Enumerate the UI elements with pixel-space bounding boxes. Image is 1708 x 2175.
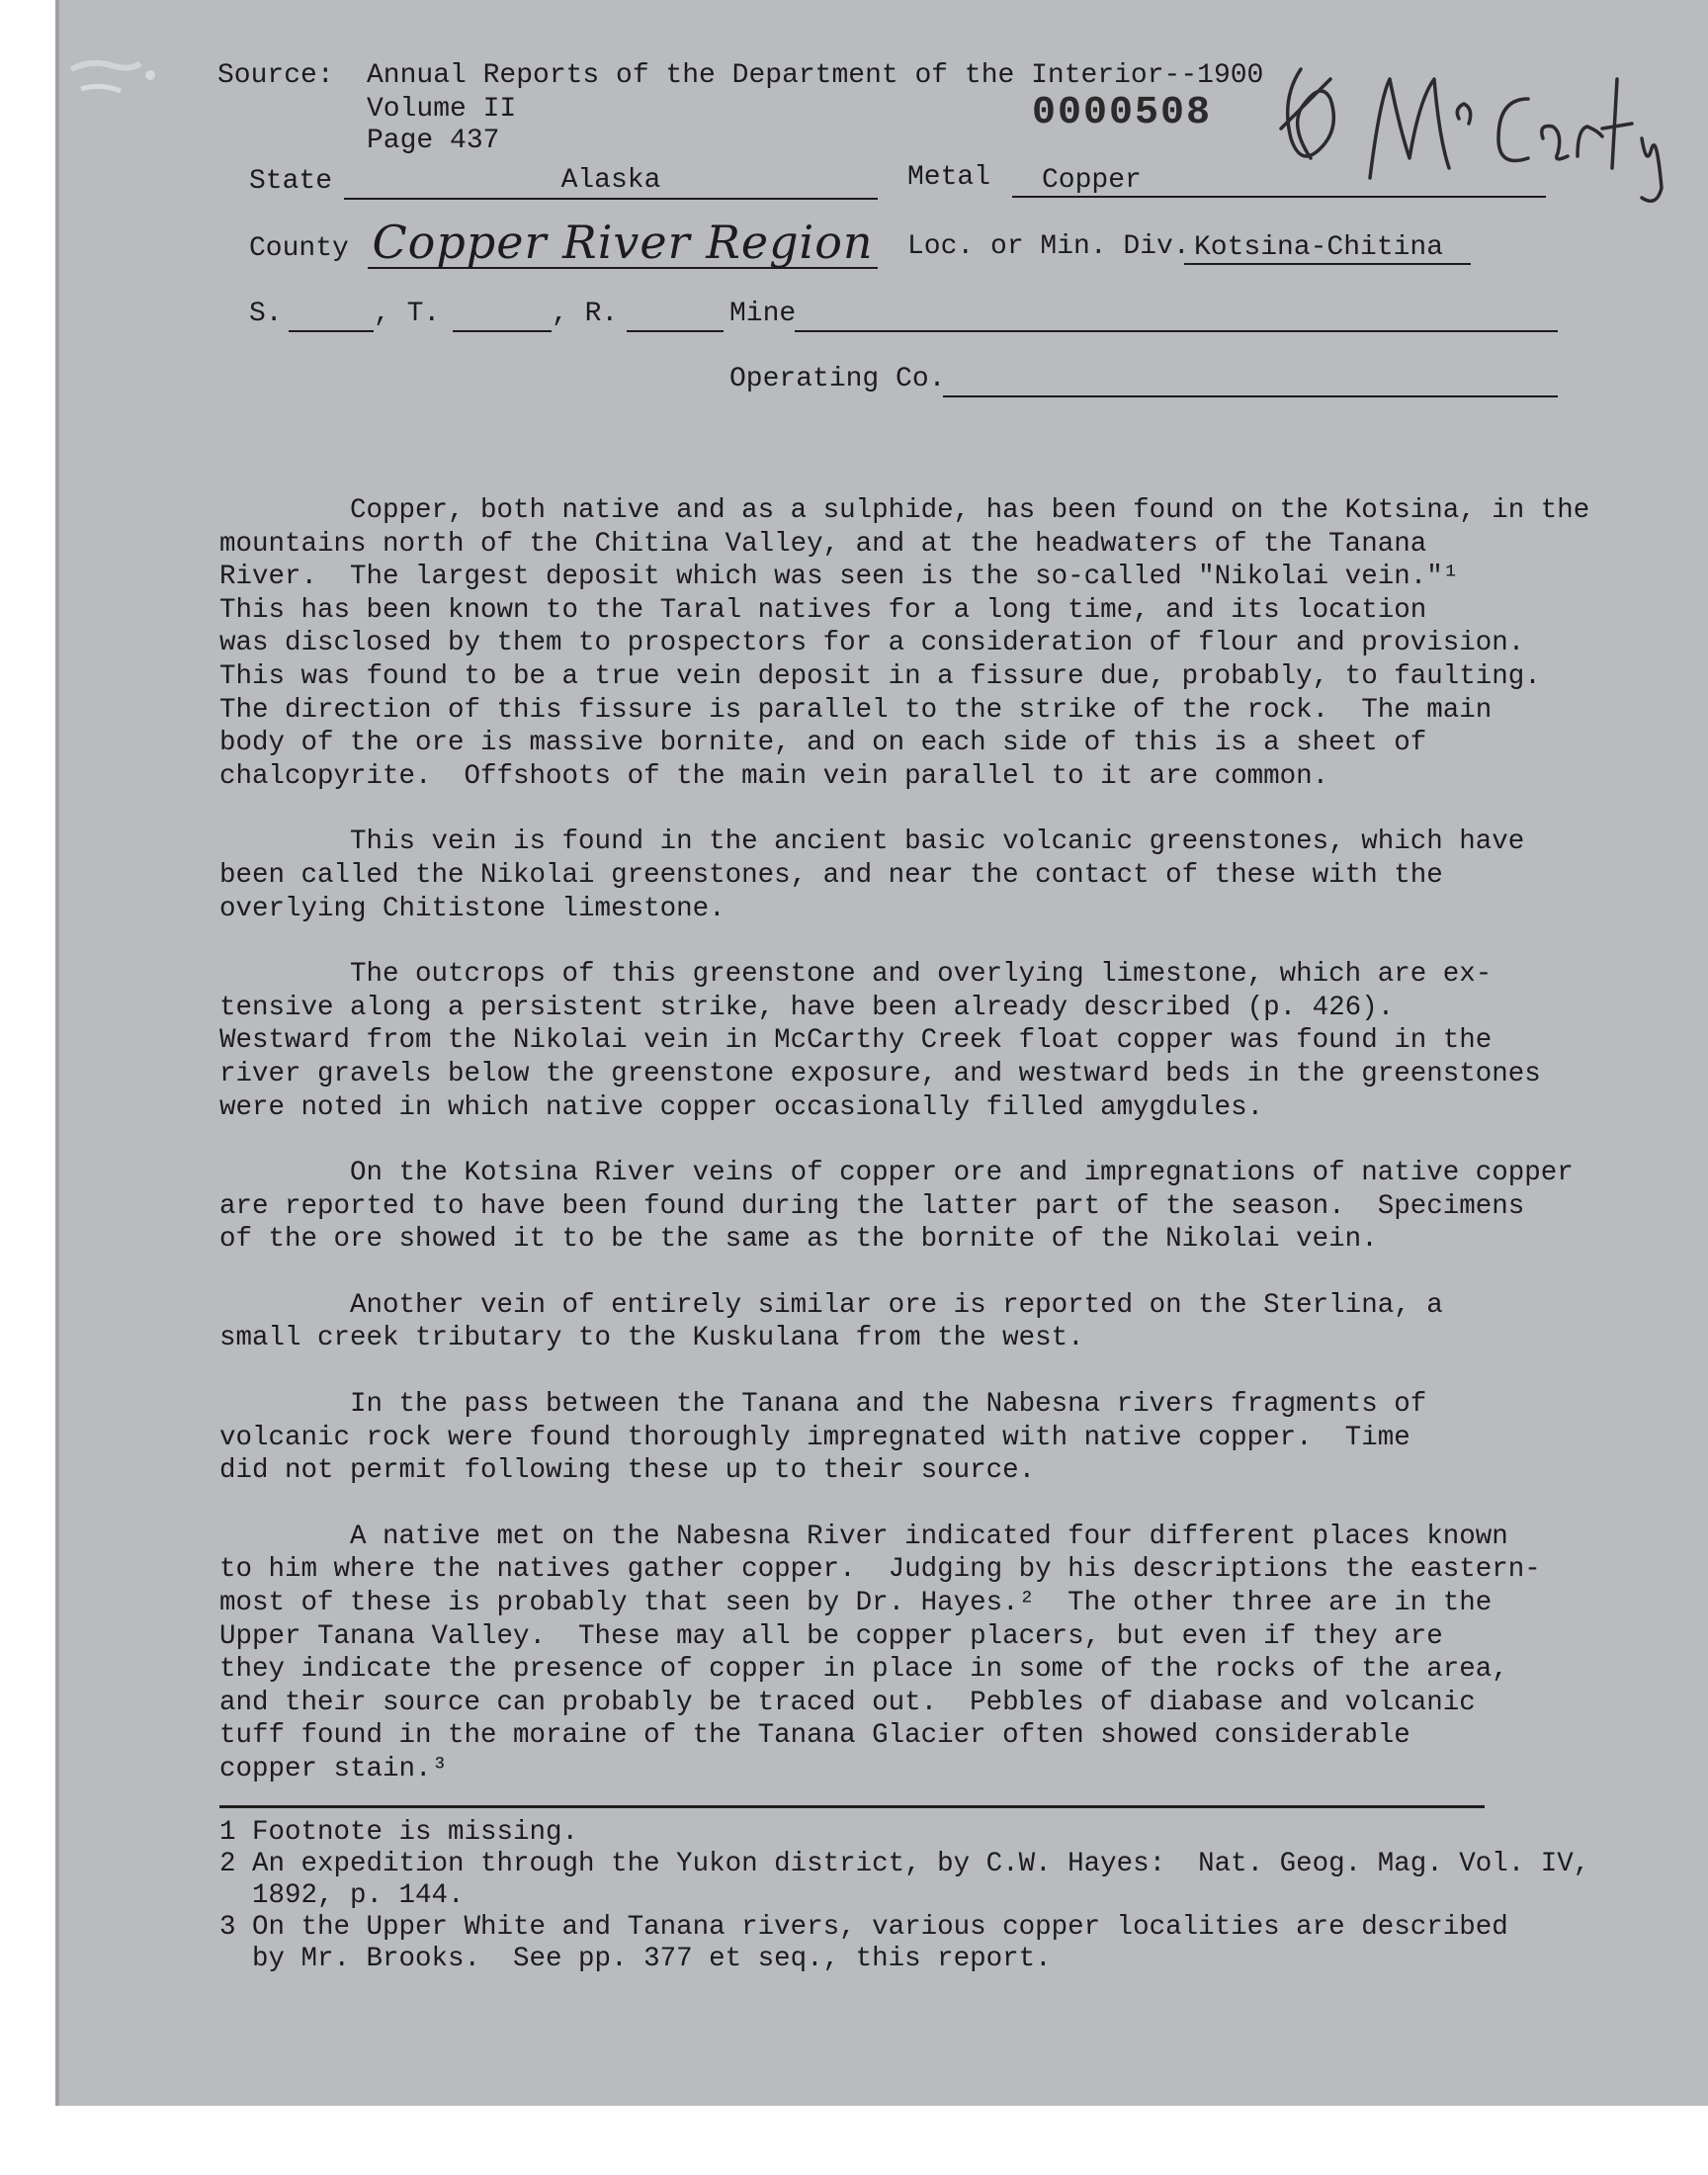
stamp-number: 0000508	[1032, 91, 1213, 135]
county-field	[368, 216, 878, 269]
paragraph-5: Another vein of entirely similar ore is reported on the Sterlina, a small creek tributary to the Kuskulana from the west.	[219, 1289, 1443, 1354]
operating-co-label: Operating Co.	[729, 364, 946, 394]
metal-field	[1012, 164, 1546, 198]
mine-label: Mine	[729, 299, 797, 329]
loc-field	[1184, 231, 1471, 265]
paragraph-7: A native met on the Nabesna River indicated four different places known to him where the natives gather copper. Judging by his descriptions the eastern- most of these is probably that seen by Dr. Hayes.² The other three are in the Upper Tanana Valley. These may all be copper placers, but even if they are they indicate the presence of copper in place in some of the rocks of the area, and their source can probably be traced out. Pebbles of diabase and volcanic tuff found in the moraine of the Tanana Glacier often showed considerable copper stain.³	[219, 1521, 1541, 1784]
footnote-1: 1 Footnote is missing.	[219, 1817, 579, 1848]
ink-smudge	[61, 40, 180, 119]
paragraph-4: On the Kotsina River veins of copper ore and impregnations of native copper are reported to have been found during the latter part of the season. Specimens of the ore showed it to be the same as the bornite of the Nikolai vein.	[219, 1158, 1574, 1256]
source-label: Source:	[217, 60, 334, 91]
metal-value: Copper	[1042, 165, 1142, 196]
body-text	[219, 494, 1643, 1819]
paragraph-6: In the pass between the Tanana and the Nabesna rivers fragments of volcanic rock were found thoroughly impregnated with native copper. Time did not permit following these up to their source.	[219, 1389, 1427, 1487]
footnote-3: 3 On the Upper White and Tanana rivers, various copper localities are described by Mr. Brooks. See pp. 377 et seq., this report.	[219, 1912, 1508, 1974]
document-page	[55, 0, 1708, 2106]
source-line-2: Volume II	[367, 94, 517, 125]
paragraph-3: The outcrops of this greenstone and overlying limestone, which are ex- tensive along a persistent strike, have been already described (p. 426). Westward from the Nikolai vein in McCarthy Creek float copper was found in the river gravels below the greenstone exposure, and westward beds in the greenstones were noted in which native copper occasionally filled amygdules.	[219, 959, 1541, 1123]
footnote-2: 2 An expedition through the Yukon district, by C.W. Hayes: Nat. Geog. Mag. Vol. IV, 1892, p. 144.	[219, 1849, 1590, 1911]
footnote-divider	[219, 1805, 1485, 1808]
metal-label: Metal	[907, 162, 991, 193]
footnotes	[219, 1817, 1589, 1975]
township-field	[453, 297, 552, 332]
loc-label: Loc. or Min. Div.	[907, 231, 1190, 262]
state-label: State	[249, 166, 333, 197]
state-value: Alaska	[560, 165, 661, 196]
operating-co-field	[943, 362, 1558, 397]
paragraph-2: This vein is found in the ancient basic volcanic greenstones, which have been called the Nikolai greenstones, and near the contact of these with the overlying Chitistone limestone.	[219, 826, 1525, 924]
source-line-3: Page 437	[367, 126, 500, 156]
section-label: S.	[249, 299, 283, 329]
range-field	[627, 297, 724, 332]
county-value: Copper River Region	[372, 216, 874, 269]
loc-value: Kotsina-Chitina	[1194, 232, 1444, 263]
paragraph-1: Copper, both native and as a sulphide, has been found on the Kotsina, in the mountains north of the Chitina Valley, and at the headwaters of the Tanana River. The largest deposit which was seen is the so-called "Nikolai vein."¹ This has been known to the Taral natives for a long time, and its location was disclosed by them to prospectors for a consideration of flour and provision. This was found to be a true vein deposit in a fissure due, probably, to faulting. The direction of this fissure is parallel to the strike of the rock. The main body of the ore is massive bornite, and on each side of this is a sheet of chalcopyrite. Offshoots of the main vein parallel to it are common.	[219, 495, 1590, 792]
county-label: County	[249, 233, 349, 264]
range-label: , R.	[552, 299, 619, 329]
source-line-1: Annual Reports of the Department of the Interior--1900	[367, 60, 1264, 91]
mine-field	[795, 297, 1558, 332]
section-field	[289, 297, 374, 332]
page-edge-shadow	[55, 0, 59, 2106]
state-field	[344, 164, 878, 200]
township-label: , T.	[374, 299, 441, 329]
